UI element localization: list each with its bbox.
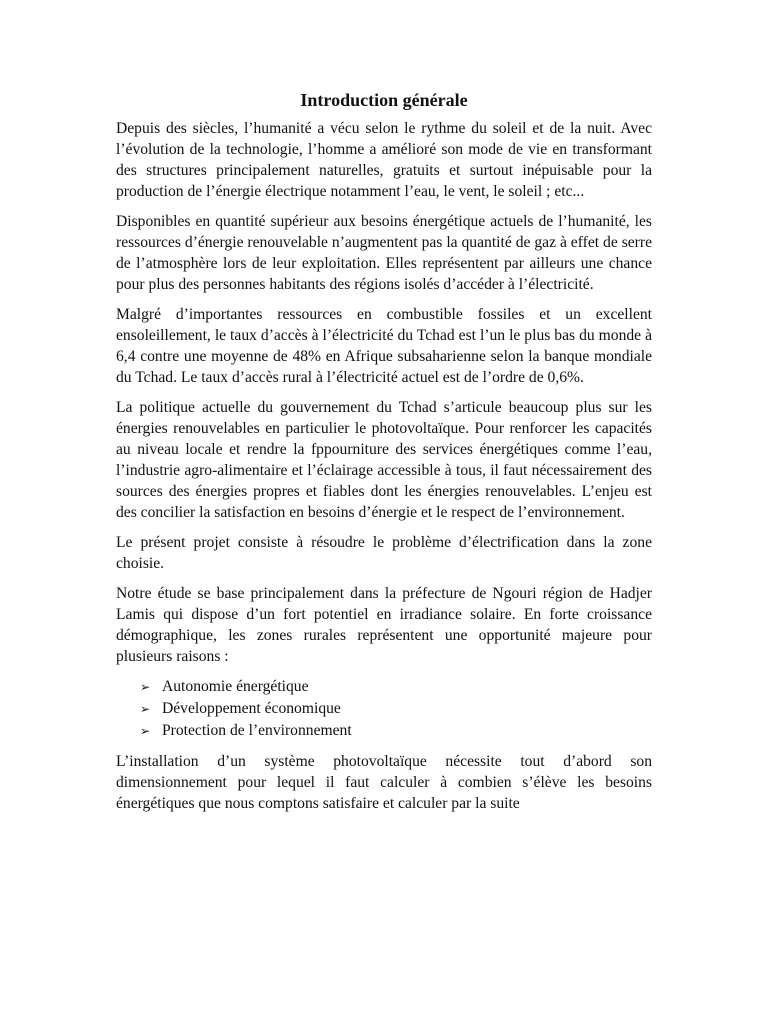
paragraph-project: Le présent projet consiste à résoudre le problème d’électrification dans la zone choisie. xyxy=(116,534,652,572)
paragraph-resources: Disponibles en quantité supérieur aux besoins énergétique actuels de l’humanité, les ressources d’énergie renouvelable n’augmentent pas la quantité de gaz à effet de serre de l’atmosphère lors de leur exploitation. Elles représentent par ailleurs une chance pour plus des personnes habitants des régions isolés d’accéder à l’électricité. xyxy=(116,213,652,293)
arrow-bullet-icon: ➢ xyxy=(140,724,151,738)
paragraph-intro: Depuis des siècles, l’humanité a vécu selon le rythme du soleil et de la nuit. Avec l’évolution de la technologie, l’homme a amélioré son mode de vie en transformant des structures principalement naturelles, gratuits et surtout inépuisable pour la production de l’énergie électrique notamment l’eau, le vent, le soleil ; etc... xyxy=(116,120,652,200)
page-title: Introduction générale xyxy=(300,90,468,110)
list-item xyxy=(140,676,652,698)
list-item-label: Développement économique xyxy=(162,700,341,717)
list-item-label: Protection de l’environnement xyxy=(162,722,352,739)
reasons-list xyxy=(116,676,652,742)
paragraph-access-rate: Malgré d’importantes ressources en combustible fossiles et un excellent ensoleillement, le taux d’accès à l’électricité du Tchad est l’un le plus bas du monde à 6,4 contre une moyenne de 48% en Afrique subsaharienne selon la banque mondiale du Tchad. Le taux d’accès rural à l’électricité actuel est de l’ordre de 0,6%. xyxy=(116,306,652,386)
paragraph-study: Notre étude se base principalement dans la préfecture de Ngouri région de Hadjer Lamis qui dispose d’un fort potentiel en irradiance solaire. En forte croissance démographique, les zones rurales représentent une opportunité majeure pour plusieurs raisons : xyxy=(116,585,652,665)
arrow-bullet-icon: ➢ xyxy=(140,680,151,694)
paragraph-policy: La politique actuelle du gouvernement du Tchad s’articule beaucoup plus sur les énergies renouvelables en particulier le photovoltaïque. Pour renforcer les capacités au niveau locale et rendre la fppourniture des services énergétiques comme l’eau, l’industrie agro-alimentaire et l’éclairage accessible à tous, il faut nécessairement des sources des énergies propres et fiables dont les énergies renouvelables. L’enjeu est des concilier la satisfaction en besoins d’énergie et le respect de l’environnement. xyxy=(116,399,652,521)
list-item xyxy=(140,698,652,720)
document-page xyxy=(116,86,652,814)
paragraph-closing: L’installation d’un système photovoltaïque nécessite tout d’abord son dimensionnement pour lequel il faut calculer à combien s’élève les besoins énergétiques que nous comptons satisfaire et calculer par la suite xyxy=(116,753,652,812)
list-item-label: Autonomie énergétique xyxy=(162,678,309,695)
arrow-bullet-icon: ➢ xyxy=(140,702,151,716)
list-item xyxy=(140,720,652,742)
